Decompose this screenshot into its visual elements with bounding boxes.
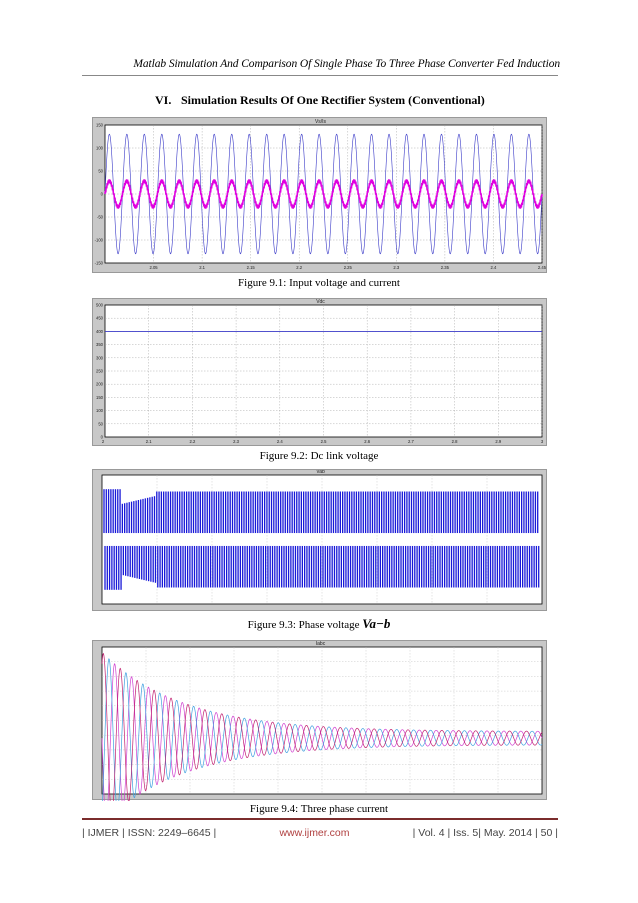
figure-9-4-chart: [93, 641, 548, 801]
vab-symbol: Va−b: [362, 616, 391, 631]
figure-9-1-plot: [92, 117, 547, 273]
footer-rule: [82, 818, 558, 820]
footer-journal: | IJMER | ISSN: 2249–6645 |: [82, 827, 217, 839]
y-tick-label: -50: [96, 214, 103, 220]
figure-9-2-plot: [92, 298, 547, 446]
y-tick-label: 450: [96, 315, 103, 321]
y-tick-label: 0: [100, 434, 103, 440]
y-tick-label: 250: [96, 368, 103, 374]
x-tick-label: 2.05: [149, 265, 158, 270]
section-title-text: Simulation Results Of One Rectifier System (Conventional): [181, 93, 485, 107]
y-tick-label: 500: [96, 302, 103, 308]
x-tick-label: 2.7: [407, 439, 414, 444]
figure-9-3-caption: [0, 616, 638, 632]
plot-title: Vs/Is: [314, 119, 327, 125]
x-tick-label: 2.9: [495, 439, 502, 444]
figure-9-2-chart: [93, 299, 548, 447]
y-tick-label: 200: [96, 381, 103, 387]
x-tick-label: 2.6: [364, 439, 371, 444]
x-tick-label: 2.35: [440, 265, 449, 270]
footer-issue-info: | Vol. 4 | Iss. 5| May. 2014 | 50 |: [412, 827, 558, 839]
x-tick-label: 2.3: [233, 439, 240, 444]
x-tick-label: 2.15: [246, 265, 255, 270]
y-tick-label: 50: [98, 168, 103, 174]
figure-9-1-chart: [93, 118, 548, 274]
x-tick-label: 2.3: [393, 265, 400, 270]
running-head: Matlab Simulation And Comparison Of Single Phase To Three Phase Converter Fed Induction: [133, 58, 560, 70]
y-tick-label: 100: [96, 408, 103, 414]
figure-9-4-plot: [92, 640, 547, 800]
x-tick-label: 2.4: [490, 265, 497, 270]
y-tick-label: 0: [100, 191, 103, 197]
y-tick-label: 150: [96, 394, 103, 400]
y-tick-label: 400: [96, 328, 103, 334]
x-tick-label: 2.45: [537, 265, 547, 270]
figure-9-3-chart: [93, 470, 548, 612]
figure-9-2-caption: Figure 9.2: Dc link voltage: [259, 450, 379, 462]
figure-9-3-plot: [92, 469, 547, 611]
x-tick-label: 2.4: [276, 439, 283, 444]
x-tick-label: 2.2: [189, 439, 196, 444]
y-tick-label: 150: [96, 122, 103, 128]
plot-title: Vdc: [316, 299, 325, 305]
x-tick-label: 2.1: [145, 439, 152, 444]
y-tick-label: 100: [96, 145, 103, 151]
y-tick-label: 300: [96, 355, 103, 361]
header-rule: [82, 75, 558, 76]
figure-9-3-caption-text: Figure 9.3: Phase voltage: [247, 619, 363, 631]
x-tick-label: 2.5: [320, 439, 327, 444]
y-tick-label: 350: [96, 342, 103, 348]
x-tick-label: 2.2: [296, 265, 303, 270]
figure-9-4-caption: Figure 9.4: Three phase current: [249, 803, 389, 815]
x-tick-label: 3: [540, 439, 544, 444]
x-tick-label: 2.25: [343, 265, 352, 270]
section-number: VI.: [155, 93, 172, 107]
x-tick-label: 2.8: [451, 439, 458, 444]
y-tick-label: -150: [94, 260, 103, 266]
y-tick-label: 50: [98, 421, 103, 427]
footer: [82, 827, 558, 839]
plot-title: Iabc: [315, 641, 326, 647]
x-tick-label: 2.1: [199, 265, 206, 270]
figure-9-1-caption: Figure 9.1: Input voltage and current: [238, 277, 400, 289]
plot-title: Vab: [316, 470, 325, 475]
y-tick-label: -100: [94, 237, 103, 243]
footer-website-link[interactable]: www.ijmer.com: [279, 827, 350, 839]
section-title: [155, 93, 485, 108]
x-tick-label: 2: [101, 439, 105, 444]
